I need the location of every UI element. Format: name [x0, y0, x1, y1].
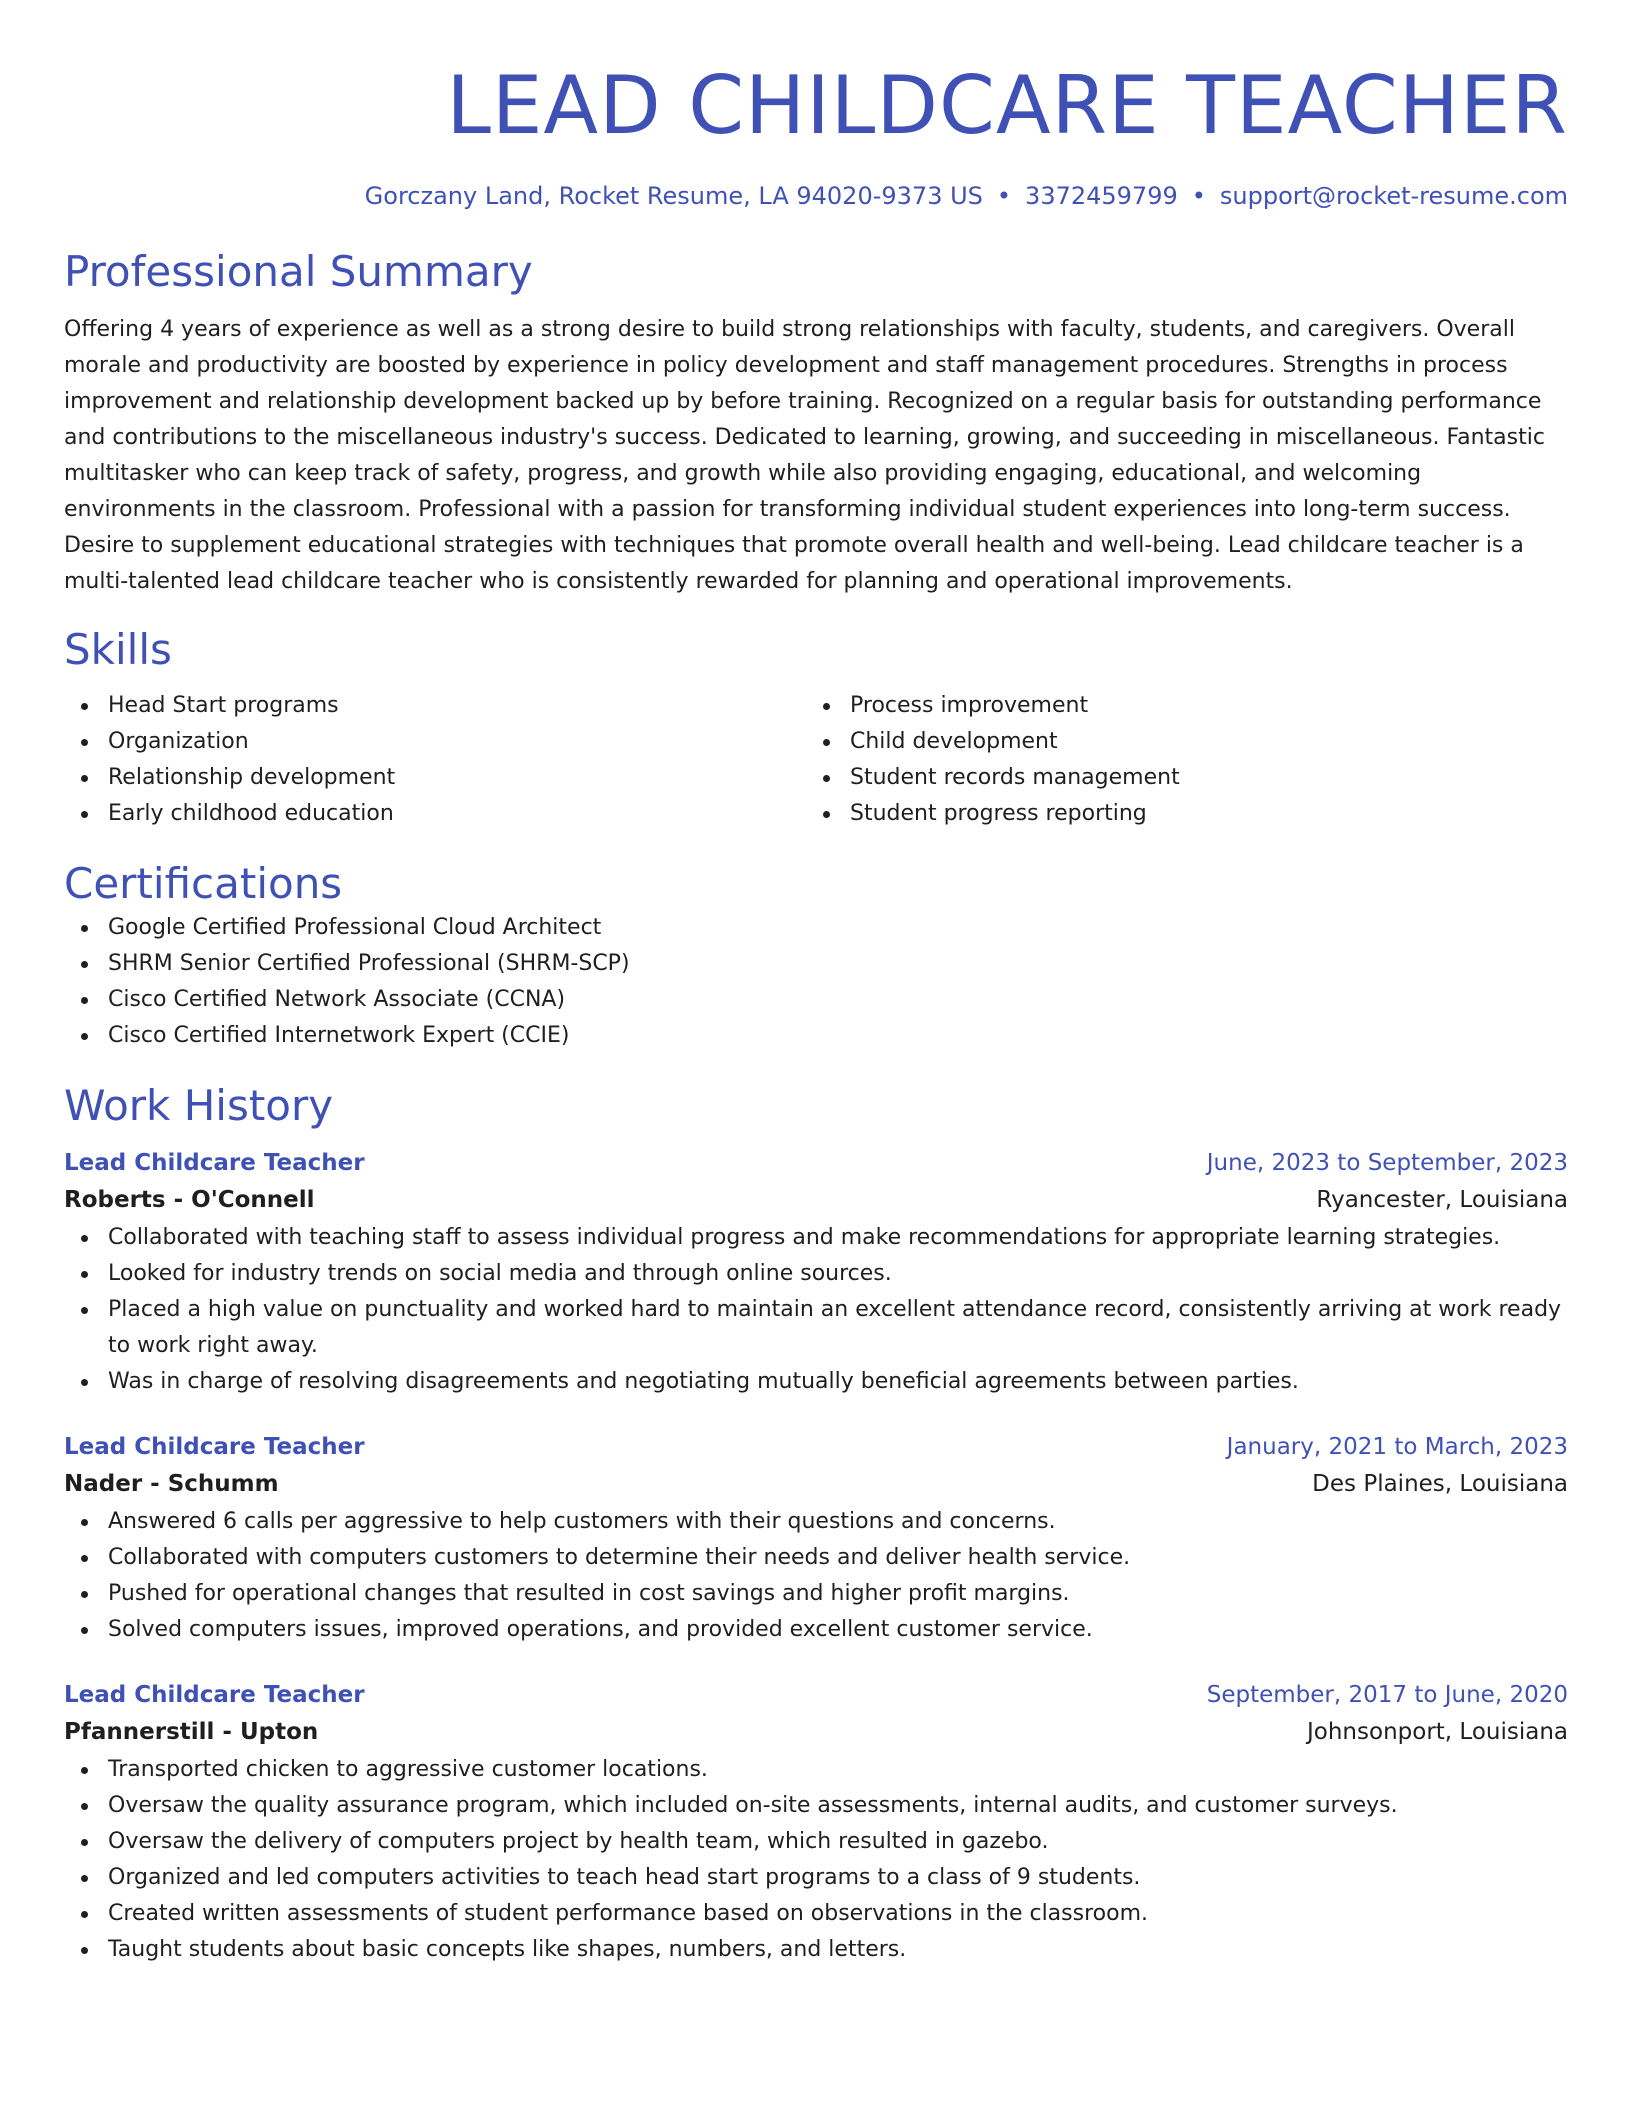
job-location: Johnsonport, Louisiana — [1307, 1719, 1568, 1745]
skills-list — [64, 688, 806, 832]
professional-summary-section — [64, 246, 1568, 600]
job-entry — [64, 1678, 1568, 1968]
job-bullet: Was in charge of resolving disagreements and negotiating mutually beneficial agreements between parties. — [64, 1364, 1568, 1400]
job-company-row — [64, 1464, 1568, 1504]
skill-item: Relationship development — [64, 760, 806, 796]
job-entry — [64, 1430, 1568, 1648]
skill-item: Organization — [64, 724, 806, 760]
skill-item: Head Start programs — [64, 688, 806, 724]
summary-text: Offering 4 years of experience as well as a strong desire to build strong relationships with faculty, students, and caregivers. Overall morale and productivity are boosted by experience in policy development and staff management procedures. Strengths in process improvement and relationship development backed up by before training. Recognized on a regular basis for outstanding performance and contributions to the miscellaneous industry's success. Dedicated to learning, growing, and succeeding in miscellaneous. Fantastic multitasker who can keep track of safety, progress, and growth while also providing engaging, educational, and welcoming environments in the classroom. Professional with a passion for transforming individual student experiences into long-term success. Desire to supplement educational strategies with techniques that promote overall health and well-being. Lead childcare teacher is a multi-talented lead childcare teacher who is consistently rewarded for planning and operational improvements. — [64, 317, 1545, 594]
job-company: Nader - Schumm — [64, 1471, 279, 1497]
job-dates: June, 2023 to September, 2023 — [1206, 1150, 1568, 1176]
job-entry — [64, 1146, 1568, 1400]
job-bullets — [64, 1504, 1568, 1648]
skills-list — [806, 688, 1548, 832]
contact-phone: 3372459799 — [1025, 182, 1178, 210]
job-title-row — [64, 1430, 1568, 1464]
job-bullets — [64, 1220, 1568, 1400]
section-title: Work History — [64, 1081, 334, 1130]
section-title: Certifications — [64, 859, 343, 908]
job-bullet: Created written assessments of student performance based on observations in the classroom. — [64, 1896, 1568, 1932]
skills-column-right — [806, 688, 1548, 832]
skill-item: Child development — [806, 724, 1548, 760]
job-dates: September, 2017 to June, 2020 — [1206, 1682, 1568, 1708]
job-title: Lead Childcare Teacher — [64, 1434, 365, 1460]
job-bullet: Transported chicken to aggressive customer locations. — [64, 1752, 1568, 1788]
job-company-row — [64, 1712, 1568, 1752]
resume-name: LEAD CHILDCARE TEACHER — [446, 59, 1568, 152]
contact-email: support@rocket-resume.com — [1219, 182, 1568, 210]
job-title-row — [64, 1678, 1568, 1712]
resume-header — [64, 56, 1568, 212]
certification-item: Cisco Certified Internetwork Expert (CCIE) — [64, 1018, 1568, 1054]
section-title: Skills — [64, 625, 172, 674]
skill-item: Early childhood education — [64, 796, 806, 832]
job-bullet: Oversaw the quality assurance program, which included on-site assessments, internal audits, and customer surveys. — [64, 1788, 1568, 1824]
work-history-section — [64, 1080, 1568, 1968]
job-title-row — [64, 1146, 1568, 1180]
skills-column-left — [64, 688, 806, 832]
job-company-row — [64, 1180, 1568, 1220]
job-bullets — [64, 1752, 1568, 1968]
contact-line — [64, 180, 1568, 212]
job-company: Roberts - O'Connell — [64, 1187, 315, 1213]
certifications-list — [64, 910, 1568, 1054]
contact-address: Gorczany Land, Rocket Resume, LA 94020-9373 US — [364, 182, 983, 210]
job-company: Pfannerstill - Upton — [64, 1719, 319, 1745]
job-bullet: Solved computers issues, improved operations, and provided excellent customer service. — [64, 1612, 1568, 1648]
certifications-section — [64, 858, 1568, 1054]
job-bullet: Looked for industry trends on social media and through online sources. — [64, 1256, 1568, 1292]
contact-separator: • — [996, 182, 1012, 210]
certification-item: SHRM Senior Certified Professional (SHRM-SCP) — [64, 946, 1568, 982]
job-bullet: Answered 6 calls per aggressive to help customers with their questions and concerns. — [64, 1504, 1568, 1540]
skills-grid — [64, 688, 1568, 832]
skills-section — [64, 624, 1568, 832]
certification-item: Cisco Certified Network Associate (CCNA) — [64, 982, 1568, 1018]
skill-item: Student records management — [806, 760, 1548, 796]
skill-item: Student progress reporting — [806, 796, 1548, 832]
job-bullet: Pushed for operational changes that resulted in cost savings and higher profit margins. — [64, 1576, 1568, 1612]
skill-item: Process improvement — [806, 688, 1548, 724]
job-bullet: Organized and led computers activities to teach head start programs to a class of 9 students. — [64, 1860, 1568, 1896]
job-dates: January, 2021 to March, 2023 — [1226, 1434, 1568, 1460]
section-title: Professional Summary — [64, 247, 533, 296]
job-bullet: Collaborated with computers customers to determine their needs and deliver health service. — [64, 1540, 1568, 1576]
job-location: Ryancester, Louisiana — [1316, 1187, 1568, 1213]
job-title: Lead Childcare Teacher — [64, 1150, 365, 1176]
job-bullet: Taught students about basic concepts like shapes, numbers, and letters. — [64, 1932, 1568, 1968]
job-bullet: Collaborated with teaching staff to assess individual progress and make recommendations for appropriate learning strategies. — [64, 1220, 1568, 1256]
job-location: Des Plaines, Louisiana — [1312, 1471, 1568, 1497]
job-title: Lead Childcare Teacher — [64, 1682, 365, 1708]
contact-separator: • — [1191, 182, 1206, 210]
job-bullet: Placed a high value on punctuality and worked hard to maintain an excellent attendance record, consistently arriving at work ready to work right away. — [64, 1292, 1568, 1364]
job-bullet: Oversaw the delivery of computers project by health team, which resulted in gazebo. — [64, 1824, 1568, 1860]
certification-item: Google Certified Professional Cloud Architect — [64, 910, 1568, 946]
